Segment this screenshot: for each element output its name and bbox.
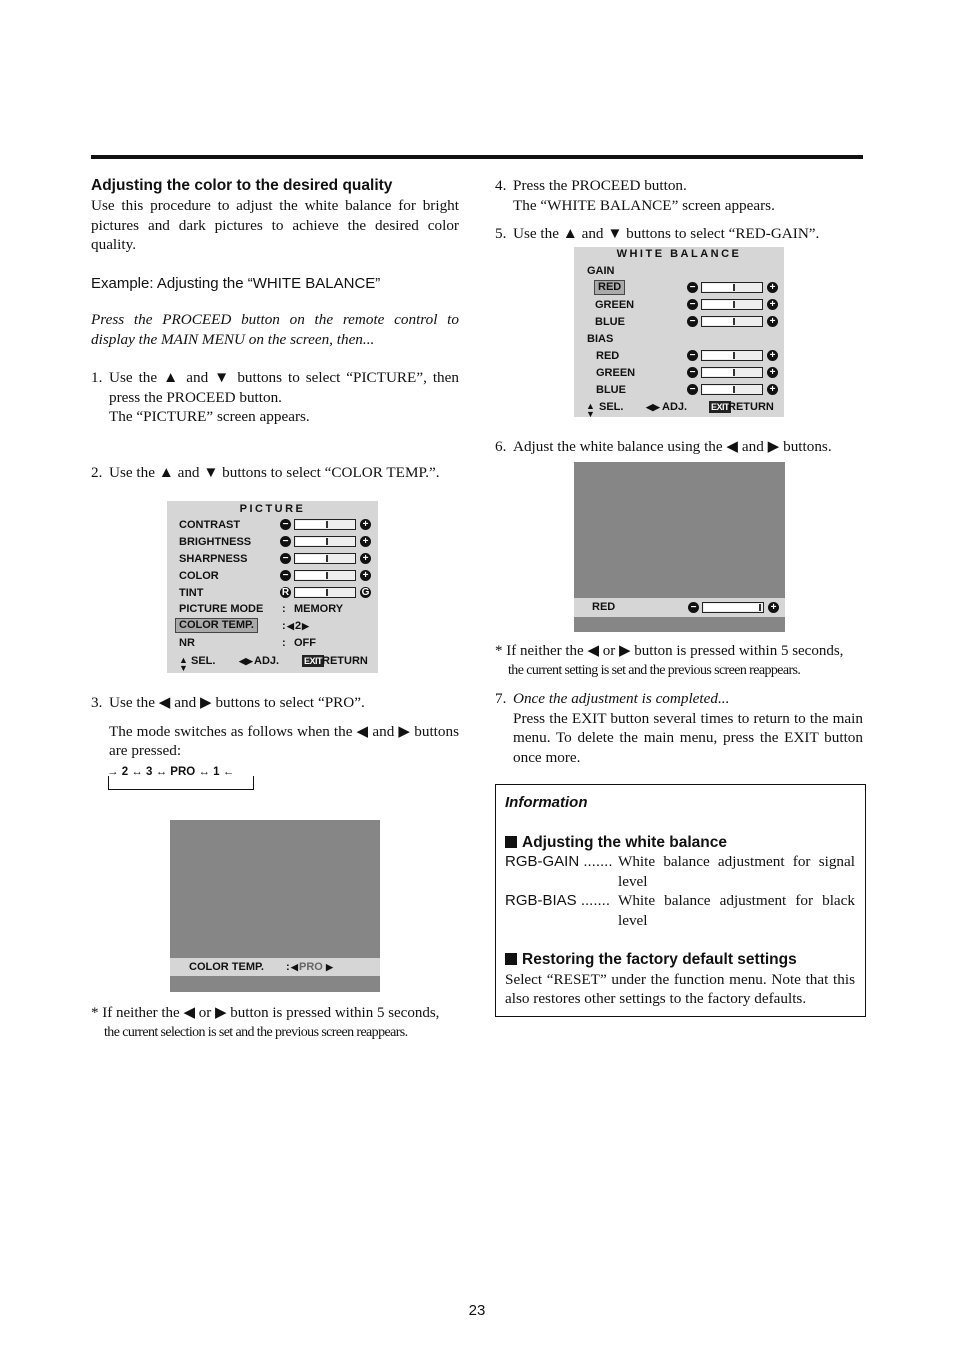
picture-row-tint[interactable] (167, 585, 378, 601)
left-footnote: * If neither the ◀ or ▶ button is pressed within 5 seconds, the current selection is set and the previous screen reappears. (91, 1005, 440, 1040)
picture-row-brightness-label: BRIGHTNESS (179, 536, 252, 548)
step-2-text: Use the ▲ and ▼ buttons to select “COLOR TEMP.”. (109, 464, 440, 481)
white-balance-heading: Adjusting the white balance (505, 833, 855, 853)
page-number: 23 (468, 1302, 486, 1319)
reset-text: Select “RESET” under the function menu. Note that this also restores other settings to the factory defaults. (505, 970, 855, 1007)
minus-icon: − (687, 282, 698, 293)
plus-icon: + (360, 553, 371, 564)
minus-icon: − (687, 384, 698, 395)
up-down-icon: ▲ ▼ (179, 655, 188, 673)
left-right-icon: ◀▶ (646, 402, 660, 412)
gain-header: GAIN (587, 265, 615, 277)
bias-header: BIAS (587, 333, 614, 345)
section-heading: Adjusting the color to the desired quality (91, 177, 393, 194)
minus-icon: − (688, 602, 699, 613)
reset-heading: Restoring the factory default settings (505, 950, 855, 970)
picture-row-color-bar[interactable] (294, 570, 356, 581)
plus-icon: + (767, 367, 778, 378)
arrow-left-icon: ◀ (287, 621, 294, 631)
red-adjust-screen (574, 462, 785, 632)
mode-cycle-loop (108, 776, 254, 790)
picture-row-contrast-bar[interactable] (294, 519, 356, 530)
step-4: 4. Press the PROCEED button. The “WHITE BALANCE” screen appears. (495, 177, 775, 214)
plus-icon: + (767, 316, 778, 327)
color-temp-row[interactable]: COLOR TEMP. : ◀ 2 ▶ (167, 618, 378, 634)
square-bullet-icon (505, 953, 517, 965)
picture-menu (167, 501, 378, 673)
arrow-right-icon: ▶ (326, 962, 333, 972)
gain-row-green[interactable] (574, 297, 784, 313)
right-column-top (495, 176, 863, 244)
bias-row-red[interactable] (574, 348, 784, 364)
arrow-left-icon: ◀ (291, 962, 298, 972)
bias-row-green-bar[interactable] (701, 367, 763, 378)
gain-row-red[interactable] (574, 280, 784, 296)
red-adjust-strip: RED − + (574, 598, 785, 617)
white-balance-footer: ▲ ▼ SEL. ◀▶ ADJ. EXIT RETURN (586, 401, 774, 419)
gain-row-red-bar[interactable] (701, 282, 763, 293)
gain-row-green-bar[interactable] (701, 299, 763, 310)
right-footnote: * If neither the ◀ or ▶ button is pressed within 5 seconds, the current setting is set and the previous screen reappears. (495, 643, 844, 678)
picture-row-sharpness-bar[interactable] (294, 553, 356, 564)
step-7: 7. Once the adjustment is completed... Press the EXIT button several times to return to the main menu. To delete the main menu, press the EXIT button once more. (495, 690, 863, 766)
bias-row-green-label: GREEN (596, 367, 636, 379)
bias-row-blue-bar[interactable] (701, 384, 763, 395)
arrow-right-icon: ▶ (302, 621, 309, 631)
color-temp-strip: COLOR TEMP. : ◀ PRO ▶ (170, 958, 380, 976)
red-level-bar[interactable] (702, 602, 764, 613)
picture-row-brightness-bar[interactable] (294, 536, 356, 547)
bias-row-green[interactable] (574, 365, 784, 381)
gain-row-blue-bar[interactable] (701, 316, 763, 327)
left-column (91, 176, 459, 427)
information-title: Information (505, 794, 588, 811)
bias-row-red-label: RED (596, 350, 620, 362)
minus-icon: − (687, 367, 698, 378)
intro-paragraph: Use this procedure to adjust the white balance for bright pictures and dark pictures to achieve the desired color quality. (91, 197, 459, 253)
plus-icon: + (360, 570, 371, 581)
rgb-bias-entry: RGB-BIAS ....... White balance adjustment for black level (505, 892, 855, 929)
exit-icon: EXIT (711, 402, 730, 412)
picture-row-tint-label: TINT (179, 587, 204, 599)
minus-icon: − (687, 350, 698, 361)
plus-icon: + (767, 350, 778, 361)
step-1: 1. Use the ▲ and ▼ buttons to select “PICTURE”, then press the PROCEED button. The “PICTURE” screen appears. (91, 369, 459, 425)
color-temp-screen (170, 820, 380, 992)
picture-row-color-label: COLOR (179, 570, 219, 582)
step-2: 2. Use the ▲ and ▼ buttons to select “COLOR TEMP.”. (91, 463, 459, 483)
step-1-sub: The “PICTURE” screen appears. (109, 408, 310, 425)
gain-row-red-label: RED (595, 281, 624, 294)
picture-row-color[interactable] (167, 568, 378, 584)
up-down-icon: ▲ ▼ (586, 401, 595, 419)
plus-icon: + (360, 519, 371, 530)
picture-row-tint-bar[interactable] (294, 587, 356, 598)
plus-icon: + (767, 282, 778, 293)
mode-cycle: → 2 ↔ 3 ↔ PRO ↔ 1 ← (107, 766, 235, 778)
example-caption: Example: Adjusting the “WHITE BALANCE” (91, 274, 381, 292)
top-rule (91, 155, 863, 159)
white-balance-menu (574, 247, 784, 417)
instruction-paragraph: Press the PROCEED button on the remote control to display the MAIN MENU on the screen, then... (91, 311, 459, 348)
nr-row[interactable]: NR : OFF (179, 637, 316, 649)
minus-icon: − (280, 553, 291, 564)
minus-icon: − (280, 570, 291, 581)
picture-menu-footer: ▲ ▼ SEL. ◀▶ ADJ. EXIT RETURN (179, 655, 368, 673)
minus-icon: − (280, 536, 291, 547)
plus-icon: + (360, 536, 371, 547)
white-balance-title: WHITE BALANCE (616, 248, 742, 260)
picture-row-contrast-label: CONTRAST (179, 519, 241, 531)
exit-icon: EXIT (304, 656, 323, 666)
step-5: 5. Use the ▲ and ▼ buttons to select “RED-GAIN”. (495, 225, 820, 242)
gain-row-green-label: GREEN (595, 299, 635, 311)
minus-icon: − (280, 519, 291, 530)
plus-icon: + (767, 384, 778, 395)
minus-icon: − (687, 299, 698, 310)
picture-row-sharpness-label: SHARPNESS (179, 553, 248, 565)
step-3-text: Use the ◀ and ▶ buttons to select “PRO”. (109, 694, 365, 711)
minus-icon: − (687, 316, 698, 327)
step-3-sub: The mode switches as follows when the ◀ and ▶ buttons are pressed: (109, 722, 459, 759)
square-bullet-icon (505, 836, 517, 848)
picture-mode-row[interactable]: PICTURE MODE : MEMORY (179, 603, 344, 615)
plus-icon: + (767, 299, 778, 310)
picture-row-contrast[interactable] (167, 517, 378, 533)
picture-menu-title: PICTURE (239, 503, 306, 515)
step-6: 6. Adjust the white balance using the ◀ and ▶ buttons. (495, 438, 832, 455)
plus-icon: + (768, 602, 779, 613)
step-3: 3. Use the ◀ and ▶ buttons to select “PRO”. The mode switches as follows when the ◀ and ▶ buttons are pressed: (91, 694, 459, 759)
bias-row-blue[interactable] (574, 382, 784, 398)
g-icon: G (361, 587, 370, 598)
bias-row-blue-label: BLUE (596, 384, 626, 396)
bias-row-red-bar[interactable] (701, 350, 763, 361)
step-1-text: Use the ▲ and ▼ buttons to select “PICTURE”, then press the PROCEED button. (109, 369, 459, 406)
gain-row-blue[interactable] (574, 314, 784, 330)
left-right-icon: ◀▶ (239, 656, 253, 666)
gain-row-blue-label: BLUE (595, 316, 625, 328)
picture-row-brightness[interactable] (167, 534, 378, 550)
information-box (495, 784, 866, 1017)
r-icon: R (281, 587, 290, 598)
rgb-gain-entry: RGB-GAIN ....... White balance adjustment for signal level (505, 853, 855, 890)
picture-row-sharpness[interactable] (167, 551, 378, 567)
